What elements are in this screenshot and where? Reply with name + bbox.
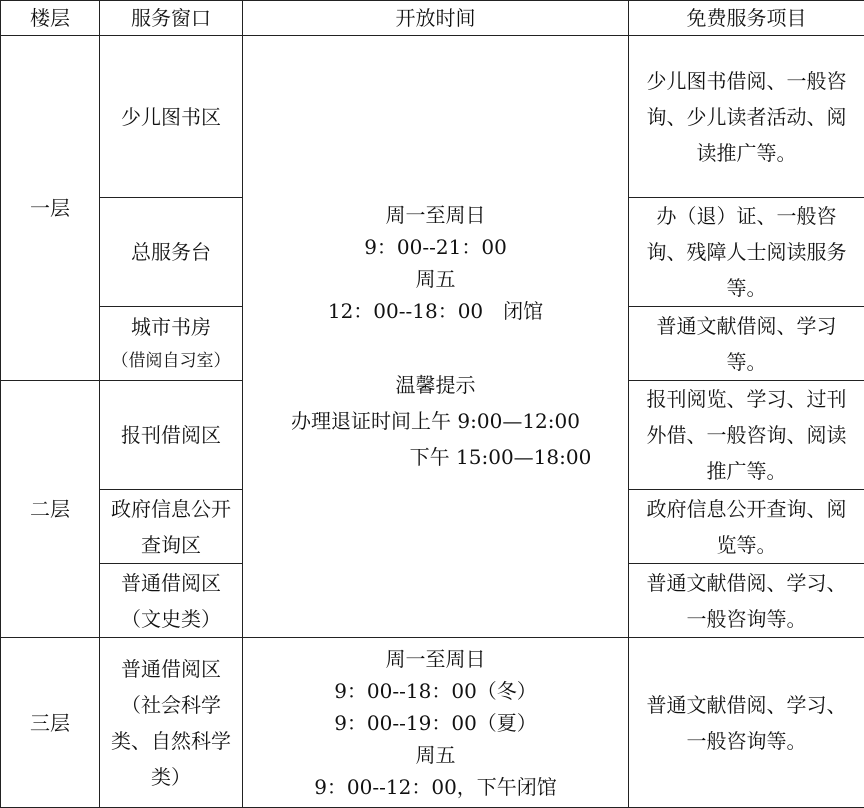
services-cell: 普通文献借阅、学习、一般咨询等。 xyxy=(629,564,864,638)
services-cell: 普通文献借阅、学习、一般咨询等。 xyxy=(629,638,864,808)
table-row xyxy=(1,36,864,198)
window-name-cell xyxy=(100,307,243,381)
tip-line: 办理退证时间上午 9:00—12:00 xyxy=(251,403,620,439)
services-cell: 报刊阅览、学习、过刊外借、一般咨询、阅读推广等。 xyxy=(629,381,864,490)
tip-title: 温馨提示 xyxy=(251,367,620,403)
floor-label-3: 三层 xyxy=(1,638,100,808)
floor-label-1: 一层 xyxy=(1,36,100,381)
hours-line: 周一至周日 xyxy=(251,199,620,231)
window-name: 城市书房 xyxy=(108,310,234,344)
window-name: 普通借阅区（社会科学类、自然科学类） xyxy=(100,638,243,808)
services-cell: 普通文献借阅、学习等。 xyxy=(629,307,864,381)
hours-line: 周一至周日 xyxy=(251,643,620,675)
hours-line: 周五 xyxy=(251,263,620,295)
header-window: 服务窗口 xyxy=(100,1,243,36)
header-floor: 楼层 xyxy=(1,1,100,36)
window-name: 总服务台 xyxy=(100,198,243,307)
window-name: 政府信息公开查询区 xyxy=(100,490,243,564)
table-row xyxy=(1,638,864,808)
window-name: 报刊借阅区 xyxy=(100,381,243,490)
window-name: 少儿图书区 xyxy=(100,36,243,198)
hours-floors-1-2 xyxy=(243,36,629,638)
hours-line: 周五 xyxy=(251,739,620,771)
hours-line: 9：00--21：00 xyxy=(251,231,620,263)
header-hours: 开放时间 xyxy=(243,1,629,36)
tip-line: 下午 15:00—18:00 xyxy=(251,439,620,475)
window-name-sub: （借阅自习室） xyxy=(108,344,234,378)
services-cell: 办（退）证、一般咨询、残障人士阅读服务等。 xyxy=(629,198,864,307)
hours-line: 9：00--12：00，下午闭馆 xyxy=(251,771,620,803)
floor-label-2: 二层 xyxy=(1,381,100,638)
hours-floor-3 xyxy=(243,638,629,808)
services-cell: 政府信息公开查询、阅览等。 xyxy=(629,490,864,564)
services-cell: 少儿图书借阅、一般咨询、少儿读者活动、阅读推广等。 xyxy=(629,36,864,198)
header-row xyxy=(1,1,864,36)
window-name: 普通借阅区（文史类） xyxy=(100,564,243,638)
hours-line: 9：00--19：00（夏） xyxy=(251,707,620,739)
header-services: 免费服务项目 xyxy=(629,1,864,36)
hours-line: 12：00--18：00 闭馆 xyxy=(251,295,620,327)
hours-line: 9：00--18：00（冬） xyxy=(251,675,620,707)
